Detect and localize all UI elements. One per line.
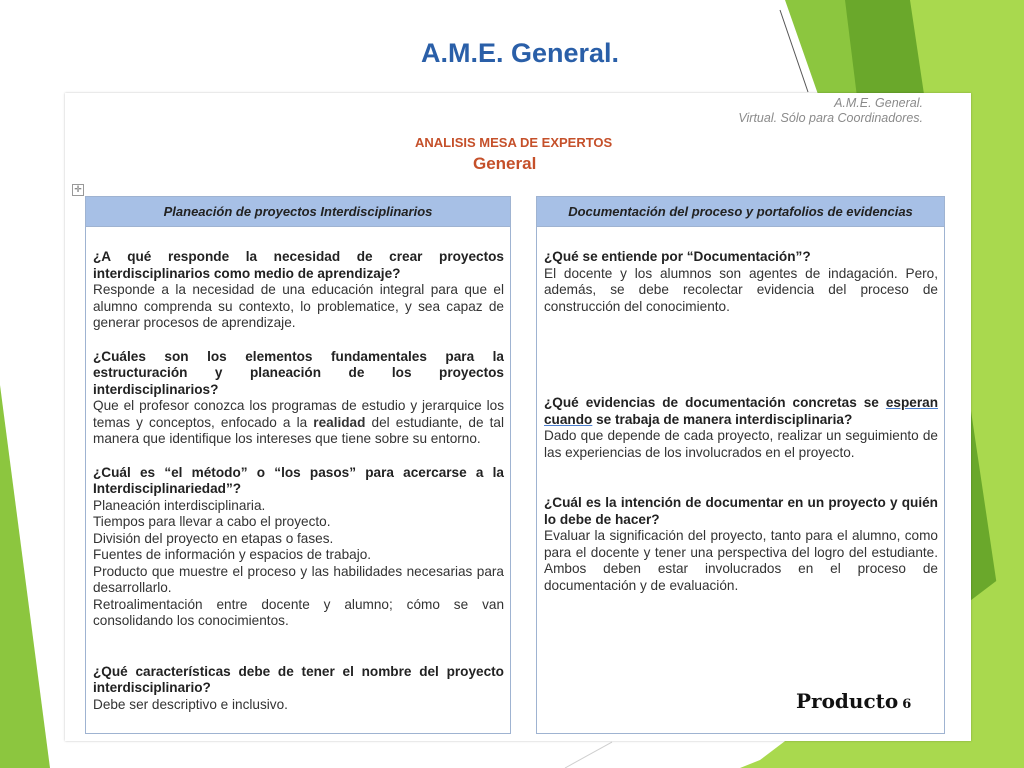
right-question-2-part1: ¿Qué evidencias de documentación concretas se bbox=[544, 395, 879, 410]
producto-number: 6 bbox=[902, 697, 912, 712]
left-column-body bbox=[86, 227, 510, 713]
left-answer-2-bold: realidad bbox=[313, 414, 366, 430]
left-answer-3-line: Fuentes de información y espacios de trabajo. bbox=[93, 547, 372, 562]
table-move-handle-icon[interactable]: ✛ bbox=[72, 184, 84, 196]
left-column-header: Planeación de proyectos Interdisciplinarios bbox=[86, 197, 510, 227]
document-heading: ANALISIS MESA DE EXPERTOS bbox=[415, 135, 613, 150]
right-question-3: ¿Cuál es la intención de documentar en un proyecto y quién lo debe de hacer? bbox=[544, 495, 938, 527]
left-question-2: ¿Cuáles son los elementos fundamentales para la estructuración y planeación de los proyectos interdisciplinarios? bbox=[93, 348, 504, 397]
left-answer-2 bbox=[93, 398, 504, 448]
left-answer-3-line: División del proyecto en etapas o fases. bbox=[93, 530, 334, 546]
slide-title: A.M.E. General. bbox=[420, 38, 620, 68]
right-question-1: ¿Qué se entiende por “Documentación”? bbox=[544, 249, 811, 264]
left-answer-3-line: Retroalimentación entre docente y alumno; cómo se van consolidando los conocimientos. bbox=[93, 596, 504, 628]
producto-label bbox=[796, 689, 911, 713]
right-question-2-part2: se trabaja de manera interdisciplinaria? bbox=[596, 411, 853, 427]
right-column-body bbox=[537, 227, 944, 594]
right-question-2 bbox=[544, 395, 938, 428]
right-question-2-underlined: esperan cuando bbox=[544, 395, 939, 427]
producto-text: Producto bbox=[796, 689, 899, 713]
left-column bbox=[85, 196, 511, 734]
left-question-3: ¿Cuál es “el método” o “los pasos” para acercarse a la Interdisciplinariedad”? bbox=[93, 464, 504, 496]
right-column bbox=[536, 196, 945, 734]
right-answer-1: El docente y los alumnos son agentes de indagación. Pero, además, se debe recolectar evidencia del proceso de construcción del conocimiento. bbox=[544, 265, 938, 314]
header-line-1: A.M.E. General. bbox=[834, 96, 923, 110]
left-answer-1: Responde a la necesidad de una educación integral para que el alumno comprenda su contexto, lo problematice, y sea capaz de generar procesos de aprendizaje. bbox=[93, 282, 504, 330]
left-question-4: ¿Qué características debe de tener el nombre del proyecto interdisciplinario? bbox=[93, 663, 504, 695]
left-answer-2-part1: Que el profesor conozca los programas de estudio y jerarquice los temas y conceptos, enfocado a la bbox=[93, 398, 504, 430]
left-answer-4: Debe ser descriptivo e inclusivo. bbox=[93, 696, 288, 712]
document-image bbox=[65, 93, 971, 741]
document-subheading: General bbox=[473, 154, 537, 173]
left-answer-3-line: Planeación interdisciplinaria. bbox=[93, 497, 266, 513]
left-question-1: ¿A qué responde la necesidad de crear proyectos interdisciplinarios como medio de aprendizaje? bbox=[93, 249, 504, 281]
left-answer-3-line: Tiempos para llevar a cabo el proyecto. bbox=[93, 514, 331, 529]
right-column-header: Documentación del proceso y portafolios de evidencias bbox=[537, 197, 944, 227]
left-answer-2-part2: del estudiante, de tal manera que identifique los intereses que tiene sobre su entorno. bbox=[93, 414, 504, 446]
right-answer-2: Dado que depende de cada proyecto, realizar un seguimiento de las experiencias de los involucrados en el proyecto. bbox=[544, 428, 938, 460]
header-line-2: Virtual. Sólo para Coordinadores. bbox=[738, 111, 923, 125]
right-answer-3: Evaluar la significación del proyecto, tanto para el alumno, como para el docente y tener una perspectiva del logro del estudiante. Ambos deben estar involucrados en el proceso de documentación y de evaluación. bbox=[544, 528, 938, 593]
left-answer-3-line: Producto que muestre el proceso y las habilidades necesarias para desarrollarlo. bbox=[93, 563, 504, 595]
